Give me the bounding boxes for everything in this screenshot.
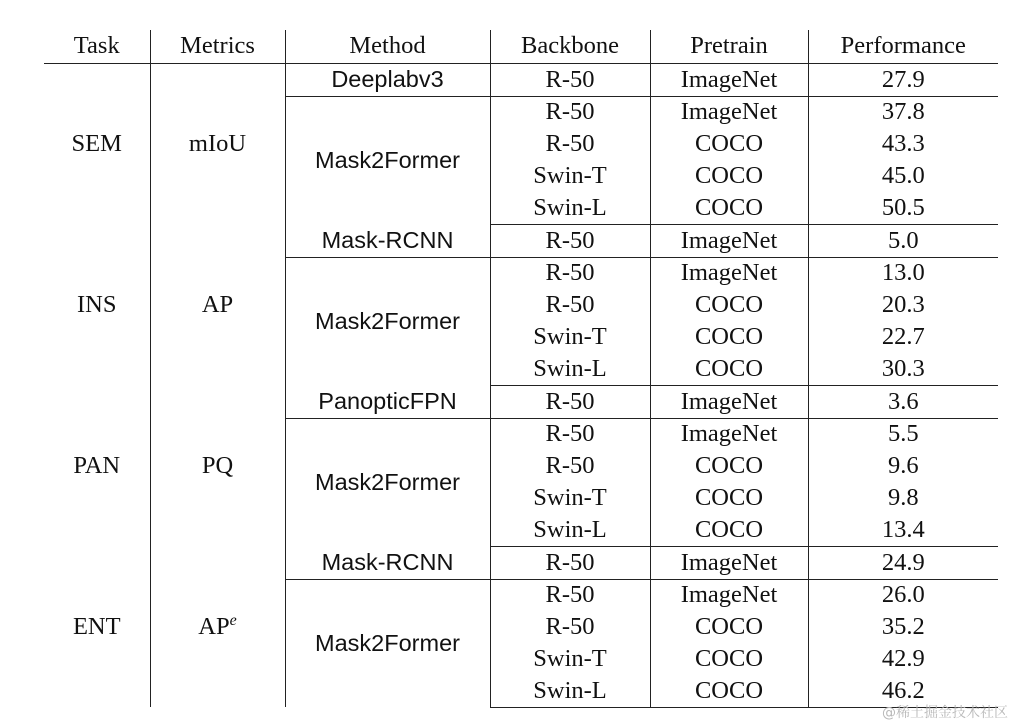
table-row — [44, 546, 998, 579]
method-cell: PanopticFPN — [285, 385, 490, 418]
header-pretrain: Pretrain — [650, 30, 808, 64]
backbone-cell: Swin-L — [490, 514, 650, 546]
pretrain-cell: COCO — [650, 675, 808, 707]
results-table — [44, 30, 998, 708]
header-row — [44, 30, 998, 64]
metric-label: mIoU — [188, 129, 247, 157]
metric-cell — [150, 224, 285, 385]
performance-cell: 27.9 — [808, 64, 998, 97]
method-cell: Mask-RCNN — [285, 546, 490, 579]
pretrain-cell: ImageNet — [650, 224, 808, 257]
backbone-cell: Swin-T — [490, 160, 650, 192]
metric-label: AP — [198, 612, 230, 640]
backbone-cell: R-50 — [490, 385, 650, 418]
performance-cell: 13.0 — [881, 259, 925, 287]
performance-cell: 42.9 — [881, 644, 925, 672]
backbone-cell: R-50 — [490, 129, 650, 161]
table-row — [44, 224, 998, 257]
backbone-cell: R-50 — [490, 418, 650, 450]
backbone-cell: R-50 — [490, 257, 650, 289]
performance-cell: 45.0 — [881, 162, 925, 190]
pretrain-cell: COCO — [650, 290, 808, 322]
performance-cell: 13.4 — [808, 514, 998, 546]
method-cell: Mask2Former — [285, 579, 490, 707]
pretrain-cell: ImageNet — [650, 64, 808, 97]
task-cell: PAN — [44, 385, 150, 546]
header-performance: Performance — [840, 32, 966, 60]
method-cell: Mask2Former — [285, 257, 490, 385]
header-method: Method — [285, 30, 490, 64]
backbone-cell: R-50 — [490, 612, 650, 644]
header-task: Task — [44, 30, 150, 64]
performance-cell: 5.0 — [808, 224, 998, 257]
performance-cell: 43.3 — [881, 130, 925, 158]
performance-cell: 35.2 — [881, 613, 925, 641]
pretrain-cell: ImageNet — [650, 546, 808, 579]
pretrain-cell: COCO — [650, 353, 808, 385]
backbone-cell: Swin-L — [490, 192, 650, 224]
performance-cell: 46.2 — [808, 675, 998, 707]
task-cell: SEM — [44, 64, 150, 225]
pretrain-cell: ImageNet — [650, 257, 808, 289]
performance-cell: 26.0 — [881, 581, 925, 609]
pretrain-cell: ImageNet — [650, 385, 808, 418]
header-metrics: Metrics — [150, 30, 285, 64]
pretrain-cell: COCO — [650, 643, 808, 675]
task-cell: ENT — [44, 546, 150, 707]
header-backbone: Backbone — [490, 30, 650, 64]
pretrain-cell: ImageNet — [650, 418, 808, 450]
pretrain-cell: COCO — [650, 514, 808, 546]
table-row — [44, 64, 998, 97]
performance-cell: 37.8 — [881, 98, 925, 126]
backbone-cell: R-50 — [490, 96, 650, 128]
method-cell: Mask2Former — [285, 96, 490, 224]
metric-cell — [150, 546, 285, 707]
performance-cell: 22.7 — [881, 323, 925, 351]
backbone-cell: Swin-T — [490, 321, 650, 353]
backbone-cell: Swin-L — [490, 675, 650, 707]
pretrain-cell: COCO — [650, 192, 808, 224]
table-body — [44, 64, 998, 708]
method-cell: Mask2Former — [285, 418, 490, 546]
performance-cell: 9.6 — [887, 452, 919, 480]
pretrain-cell: COCO — [650, 160, 808, 192]
performance-cell: 9.8 — [887, 484, 919, 511]
watermark: @稀土掘金技术社区 — [882, 705, 1008, 721]
backbone-cell: R-50 — [490, 64, 650, 97]
pretrain-cell: ImageNet — [650, 96, 808, 128]
performance-cell: 5.5 — [887, 420, 919, 448]
backbone-cell: R-50 — [490, 546, 650, 579]
backbone-cell: Swin-T — [490, 482, 650, 514]
metric-cell — [150, 64, 285, 225]
performance-cell: 3.6 — [808, 385, 998, 418]
metric-label: PQ — [201, 451, 234, 479]
pretrain-cell: COCO — [650, 612, 808, 644]
pretrain-cell: COCO — [650, 321, 808, 353]
pretrain-cell: COCO — [650, 451, 808, 483]
performance-cell: 20.3 — [881, 291, 925, 319]
metric-cell — [150, 385, 285, 546]
table-header — [44, 30, 998, 64]
performance-cell: 24.9 — [808, 546, 998, 579]
backbone-cell: Swin-T — [490, 643, 650, 675]
backbone-cell: R-50 — [490, 290, 650, 322]
backbone-cell: Swin-L — [490, 353, 650, 385]
pretrain-cell: ImageNet — [650, 579, 808, 611]
method-cell: Mask-RCNN — [285, 224, 490, 257]
metric-superscript: e — [229, 611, 237, 629]
method-cell: Deeplabv3 — [285, 64, 490, 97]
performance-cell: 30.3 — [808, 353, 998, 385]
table-row — [44, 385, 998, 418]
task-cell: INS — [44, 224, 150, 385]
backbone-cell: R-50 — [490, 224, 650, 257]
performance-cell: 50.5 — [808, 192, 998, 224]
metric-label: AP — [201, 290, 234, 318]
backbone-cell: R-50 — [490, 579, 650, 611]
backbone-cell: R-50 — [490, 451, 650, 483]
pretrain-cell: COCO — [650, 129, 808, 161]
pretrain-cell: COCO — [650, 482, 808, 514]
